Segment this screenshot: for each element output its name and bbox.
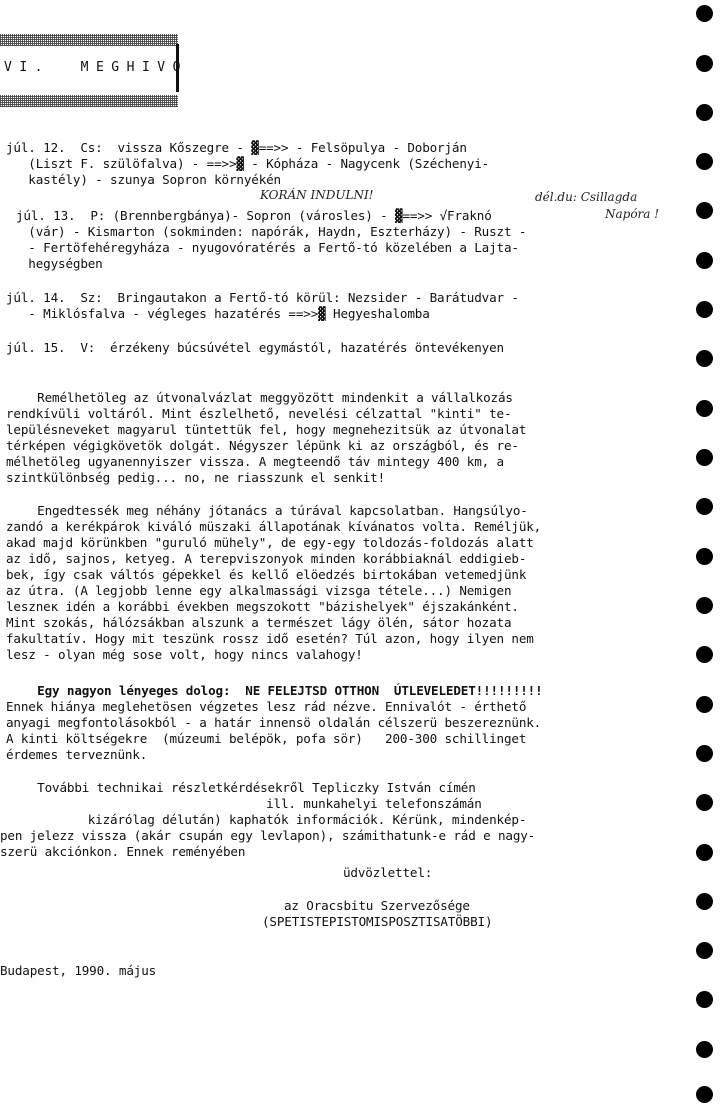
punch-hole	[696, 449, 713, 466]
body-line: az útra. (A legjobb lenne egy alkalmassági vizsga tétele...) Nemigen	[6, 583, 512, 598]
body-line: Egy nagyon lényeges dolog: NE FELEJTSD OTTHON ÚTLEVELEDET!!!!!!!!!	[0, 683, 543, 698]
punch-hole	[696, 794, 713, 811]
body-line: lesz - olyan még sose volt, hogy nincs valahogy!	[6, 647, 363, 662]
punch-hole	[696, 252, 713, 269]
punch-hole	[696, 1086, 713, 1103]
header-hatch-bottom	[0, 95, 178, 107]
itinerary-line: júl. 15. V: érzékeny búcsúvétel egymástól, hazatérés öntevékenyen	[6, 340, 504, 355]
body-line: rendkívüli voltáról. Mint észlelhető, nevelési célzattal "kinti" te-	[6, 406, 512, 421]
body-line: zandó a kerékpárok kiváló müszaki állapotának kívánatos volta. Reméljük,	[6, 519, 542, 534]
body-line: anyagi megfontolásokból - a határ innensö oldalán célszerü beszereznünk.	[6, 715, 542, 730]
punch-hole	[696, 745, 713, 762]
itinerary-line: hegységben	[6, 256, 103, 271]
punch-hole	[696, 5, 713, 22]
body-line: szintkülönbség pedig... no, ne riasszunk el senkit!	[6, 470, 386, 485]
body-line: Ennek hiánya meglehetösen végzetes lesz rád nézve. Ennivalót - érthető	[6, 699, 527, 714]
body-line: ill. munkahelyi telefonszámán	[6, 796, 482, 811]
punch-hole	[696, 646, 713, 663]
punch-hole	[696, 400, 713, 417]
signature-subtitle: (SPETISTEPISTOMISPOSZTISATÖBBI)	[262, 914, 493, 929]
punch-hole	[696, 498, 713, 515]
punch-hole	[696, 893, 713, 910]
itinerary-line: (vár) - Kismarton (sokminden: napórák, Haydn, Eszterházy) - Ruszt -	[6, 224, 527, 239]
body-line: érdemes terveznünk.	[6, 747, 148, 762]
body-line: leszneк idén a korábbi években megszokott "bázishelyek" éjszakánként.	[6, 599, 519, 614]
body-line: pen jelezz vissza (akár csupán egy levlapon), számithatunk-e rád e nagy-	[0, 828, 536, 843]
punch-hole	[696, 350, 713, 367]
body-line: mélhetöleg ugyanennyiszer vissza. A megteendő táv mintegy 400 km, a	[6, 454, 504, 469]
signature: az Oracsbitu Szervezősége	[284, 898, 470, 913]
punch-hole	[696, 696, 713, 713]
punch-hole	[696, 55, 713, 72]
handwritten-note: dél.du: Csillagda	[535, 190, 638, 204]
handwritten-note: Napóra !	[605, 207, 660, 221]
body-line: Remélhetöleg az útvonalvázlat meggyözött mindenkit a vállalkozás	[0, 390, 513, 405]
itinerary-line: júl. 12. Cs: vissza Kőszegre - ▓==>> - Felsöpulya - Doborján	[6, 140, 467, 155]
itinerary-line: kastély) - szunya Sopron környékén	[6, 172, 281, 187]
body-line: lepülésneveket magyarul tüntettük fel, hogy megnehezitsük az útvonalat	[6, 422, 527, 437]
page-title: VI. MEGHIVO	[4, 60, 188, 75]
handwritten-note: KORÁN INDULNI!	[260, 188, 374, 202]
body-line: Engedtessék meg néhány jótanács a túrával kapcsolatban. Hangsúlyo-	[0, 503, 528, 518]
itinerary-line: júl. 13. P: (Brennbergbánya)- Sopron (városles) - ▓==>> √Fraknó	[16, 208, 492, 223]
punch-hole	[696, 1041, 713, 1058]
itinerary-line: - Miklósfalva - végleges hazatérés ==>>▓ Hegyeshalomba	[6, 306, 430, 321]
place-date: Budapest, 1990. május	[0, 963, 157, 978]
punch-hole	[696, 301, 713, 318]
itinerary-line: (Liszt F. szülöfalva) - ==>>▓ - Kópháza - Nagycenk (Széchenyi-	[6, 156, 490, 171]
punch-hole	[696, 548, 713, 565]
body-line: A kinti költségekre (múzeumi belépök, pofa sör) 200-300 schillinget	[6, 731, 527, 746]
body-line: térképen végigkövetök dolgát. Négyszer lépünk ki az országból, és re-	[6, 438, 519, 453]
punch-hole	[696, 942, 713, 959]
punch-hole	[696, 597, 713, 614]
punch-hole	[696, 844, 713, 861]
body-line: További technikai részletkérdésekről Tepliczky István címén	[0, 780, 476, 795]
punch-hole	[696, 153, 713, 170]
body-line: szerü akciónkon. Ennek reményében	[0, 844, 246, 859]
body-line: kizárólag délután) kaphatók információk. Kérünk, mindenkép-	[6, 812, 527, 827]
body-line: fakultatív. Hogy mit teszünk rossz idő esetén? Túl azon, hogy ilyen nem	[6, 631, 534, 646]
body-line: bek, így csak váltós gépekkel és kellő elöedzés birtokában vetemedjünk	[6, 567, 527, 582]
punch-hole	[696, 202, 713, 219]
greeting: üdvözlettel:	[343, 865, 433, 880]
body-line: akad majd körünkben "guruló mühely", de egy-egy toldozás-foldozás alatt	[6, 535, 534, 550]
punch-hole	[696, 991, 713, 1008]
body-line: Mint szokás, hálózsákban alszunk a természet lágy ölén, sátor hozata	[6, 615, 512, 630]
itinerary-line: júl. 14. Sz: Bringautakon a Fertő-tó körül: Nezsider - Barátudvar -	[6, 290, 519, 305]
itinerary-line: - Fertöfehéregyháza - nyugovóratérés a Fertő-tó közelében a Lajta-	[6, 240, 519, 255]
body-line: az idő, sajnos, ketyeg. A terepviszonyok minden korábbiaknál eddigieb-	[6, 551, 527, 566]
punch-hole	[696, 104, 713, 121]
